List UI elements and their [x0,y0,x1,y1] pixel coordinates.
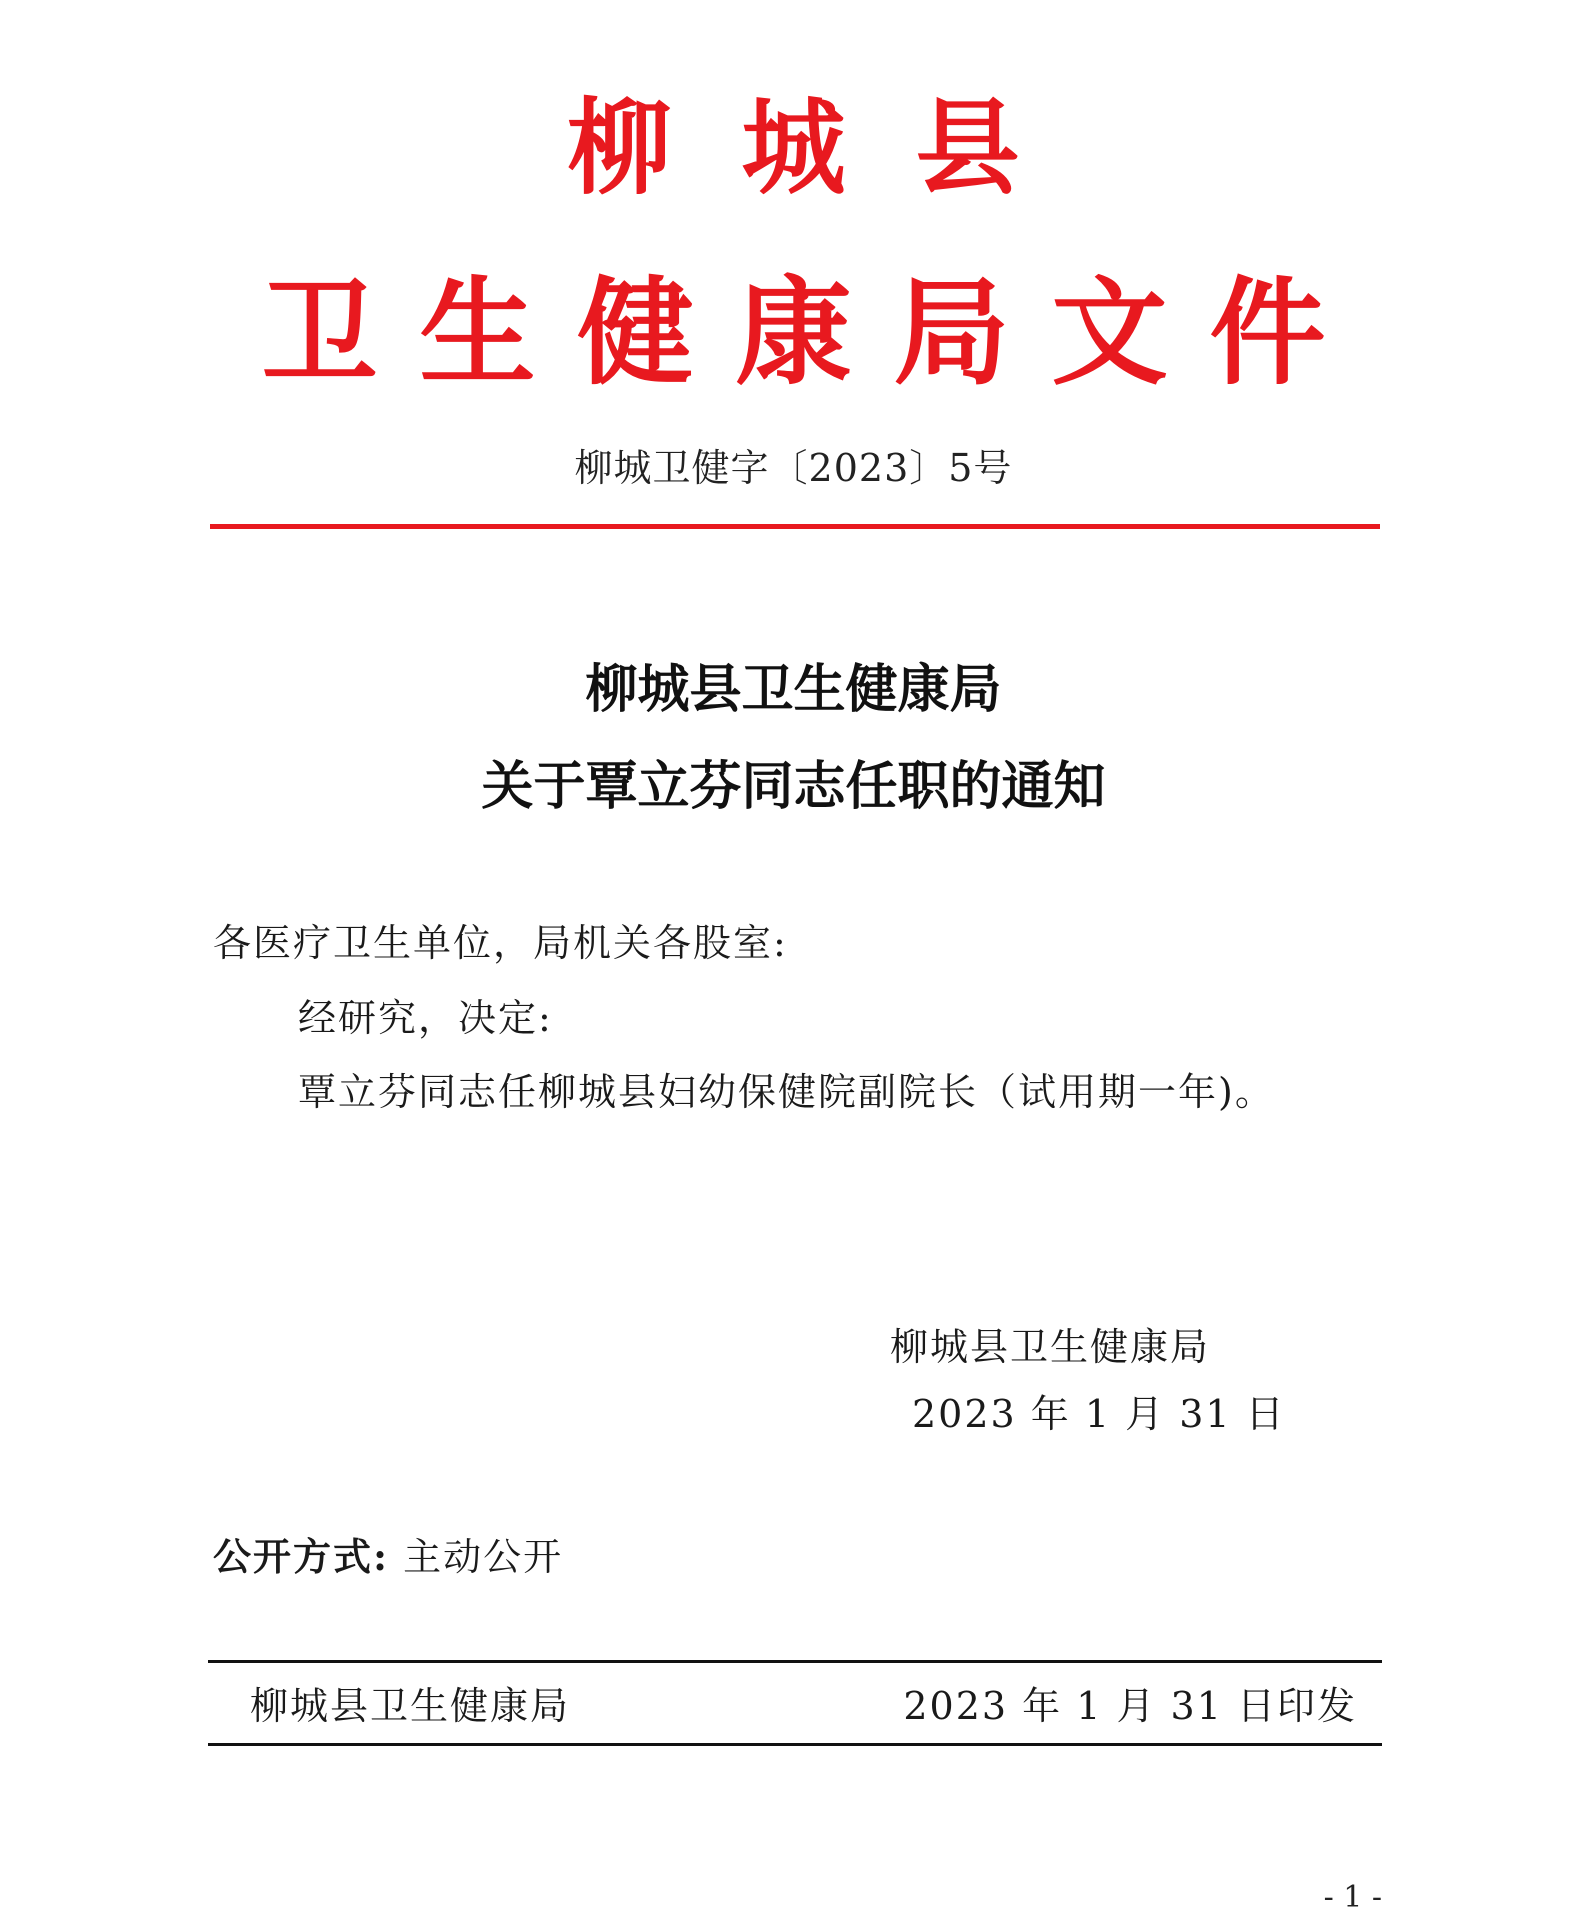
salutation: 各医疗卫生单位，局机关各股室: [213,921,788,965]
disclosure-value: 主动公开 [403,1535,564,1579]
body-paragraph: 覃立芬同志任柳城县妇幼保健院副院长（试用期一年)。 [298,1070,1275,1114]
signature-date: 2023 年 1 月 31 日 [912,1392,1286,1436]
body-paragraph: 经研究，决定: [298,996,553,1040]
disclosure-label: 公开方式: [213,1534,390,1579]
document-number: 柳城卫健字〔2023〕5号 [574,446,1013,490]
signature-org: 柳城县卫生健康局 [890,1325,1211,1369]
footer-issuer: 柳城县卫生健康局 [250,1684,571,1728]
document-title-line2: 关于覃立芬同志任职的通知 [481,756,1106,817]
disclosure-line [213,1532,563,1582]
header-title-county: 柳城县 [567,86,1090,209]
footer-issue-date: 2023 年 1 月 31 日印发 [903,1684,1357,1728]
red-separator-rule [210,524,1380,529]
footer-top-rule [208,1660,1382,1663]
page-number: - 1 - [1323,1880,1382,1915]
footer-bottom-rule [208,1743,1382,1746]
header-title-bureau-document: 卫生健康局文件 [261,265,1368,401]
document-title-line1: 柳城县卫生健康局 [585,659,1002,720]
